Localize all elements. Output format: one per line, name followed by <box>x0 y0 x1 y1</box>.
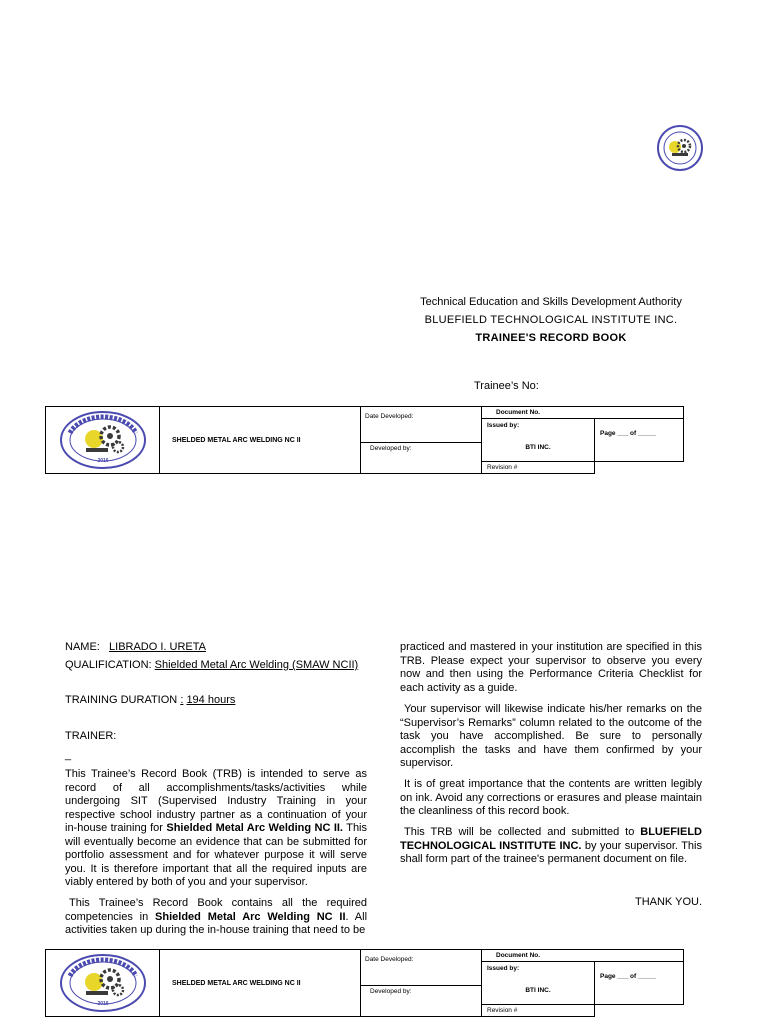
intro-bold: Shielded Metal Arc Welding NC II. <box>166 822 343 834</box>
institute-logo-footer <box>60 954 146 1012</box>
date-developed-cell-footer: Date Developed: <box>360 949 482 986</box>
qualification-title-cell-footer: SHELDED METAL ARC WELDING NC II <box>159 949 361 1017</box>
practice-paragraph: practiced and mastered in your institution are specified in this TRB. Please expect your supervisor to observe you every now and then using the Performance Criteria Checklist for each activity as a guide. <box>400 641 702 694</box>
trainer-label: TRAINER: <box>65 730 117 742</box>
name-value: LIBRADO I. URETA <box>109 641 206 653</box>
qualification-value: Shielded Metal Arc Welding (SMAW NCII) <box>154 659 359 671</box>
duration-line <box>65 694 367 708</box>
qualification-title-cell: SHELDED METAL ARC WELDING NC II <box>159 406 361 474</box>
name-label: NAME: <box>65 641 100 653</box>
issued-by-cell <box>481 418 595 462</box>
intro-text-2: This will eventually become an evidence that can be submitted for portfolio assessment and for whatever purpose it will serve you. It is therefore important that all the required inputs are viably entered by both of you and your supervisor. <box>65 822 368 888</box>
trainer-value: _ <box>65 749 72 761</box>
duration-separator: : <box>180 694 184 706</box>
developed-by-cell-footer: Developed by: <box>360 985 482 1017</box>
page-number-cell-footer: Page ___ of _____ <box>594 961 684 1005</box>
duration-label: TRAINING DURATION <box>65 694 178 706</box>
duration-value: 194 hours <box>186 694 236 706</box>
contents-paragraph <box>65 897 367 938</box>
logo-year: 2016 <box>96 458 109 464</box>
revision-cell: Revision # <box>481 461 595 474</box>
qualification-label: QUALIFICATION: <box>65 659 152 671</box>
issuer-name: BTI INC. <box>525 444 551 451</box>
logo-year-footer: 2016 <box>96 1001 109 1007</box>
document-header-table <box>45 406 683 474</box>
issuer-name-footer: BTI INC. <box>525 987 551 994</box>
document-title: TRAINEE'S RECORD BOOK <box>475 332 627 344</box>
submission-paragraph <box>400 826 702 867</box>
institute-seal-top <box>657 125 703 171</box>
contents-text-1: This Trainee’s Record Book contains all the required competencies in <box>65 897 367 923</box>
submission-text-1: This TRB will be collected and submitted to <box>404 826 641 838</box>
submission-text-2: by your supervisor. This shall form part of the trainee's permanent document on file. <box>400 839 702 865</box>
date-developed-cell: Date Developed: <box>360 406 482 443</box>
thank-you: THANK YOU. <box>634 896 702 908</box>
authority-name: Technical Education and Skills Development Authority <box>420 296 682 308</box>
document-number-cell-footer: Document No. <box>481 949 684 962</box>
institute-logo <box>60 411 146 469</box>
trainee-number-label: Trainee’s No: <box>474 380 539 392</box>
page-number-cell: Page ___ of _____ <box>594 418 684 462</box>
logo-cell <box>45 406 160 474</box>
intro-text-1: This Trainee’s Record Book (TRB) is intended to serve as record of all accomplishments/tasks/activities while undergoing SIT (Supervised Industry Training in your respective school industry partner as a continuation of your in-house training for <box>65 768 367 834</box>
name-line <box>65 641 367 655</box>
revision-cell-footer: Revision # <box>481 1004 595 1017</box>
issued-by-label: Issued by: <box>487 422 520 429</box>
document-number-cell: Document No. <box>481 406 684 419</box>
issued-by-cell-footer <box>481 961 595 1005</box>
contents-text-2: . All activities taken up during the in-house training that need to be <box>65 910 368 936</box>
intro-paragraph <box>65 768 367 890</box>
remarks-paragraph: Your supervisor will likewise indicate his/her remarks on the “Supervisor’s Remarks” column related to the outcome of the task you have accomplished. Be sure to personally accomplish the tasks and have them confirmed by your supervisor. <box>400 703 702 769</box>
qualification-line <box>65 659 367 673</box>
legibility-paragraph: It is of great importance that the contents are written legibly on ink. Avoid any corrections or erasures and please maintain the cleanliness of this record book. <box>400 778 702 817</box>
logo-cell-footer <box>45 949 160 1017</box>
developed-by-cell: Developed by: <box>360 442 482 474</box>
submission-bold: BLUEFIELD TECHNOLOGICAL INSTITUTE INC. <box>400 826 702 852</box>
document-footer-table <box>45 949 683 1017</box>
issued-by-label-footer: Issued by: <box>487 965 520 972</box>
contents-bold: Shielded Metal Arc Welding NC II <box>155 910 346 923</box>
institute-name: BLUEFIELD TECHNOLOGICAL INSTITUTE INC. <box>424 314 678 326</box>
